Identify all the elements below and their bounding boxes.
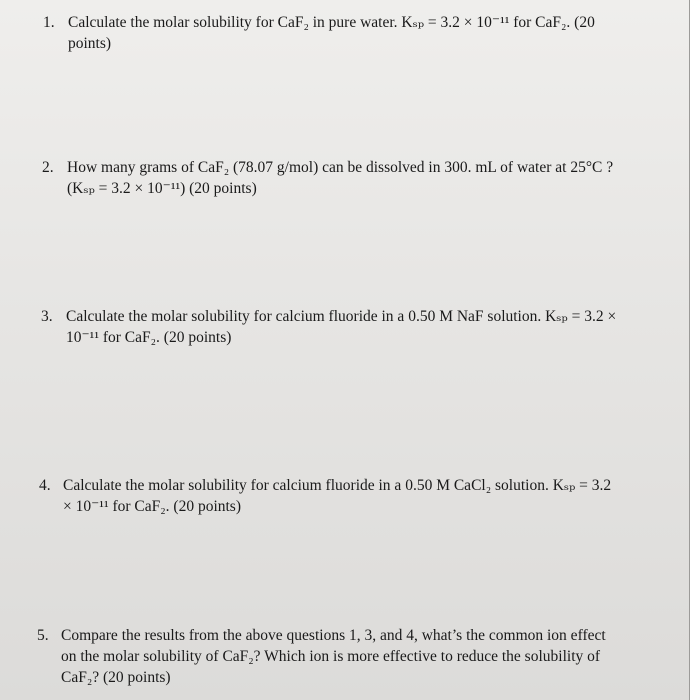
question-4 (39, 475, 667, 517)
question-text-line: How many grams of CaF₂ (78.07 g/mol) can be dissolved in 300. mL of water at 25°C ? (67, 159, 614, 176)
question-text-line: Compare the results from the above questions 1, 3, and 4, what’s the common ion effect (61, 627, 606, 644)
question-text-line: (Kₛₚ = 3.2 × 10⁻¹¹) (20 points) (67, 180, 257, 197)
question-text-line: CaF₂? (20 points) (61, 669, 171, 686)
question-number: 3. (41, 308, 53, 325)
question-text-line: × 10⁻¹¹ for CaF₂. (20 points) (63, 498, 242, 515)
question-text-line: Calculate the molar solubility for calcium fluoride in a 0.50 M NaF solution. Kₛₚ = 3.2 × (66, 308, 617, 325)
question-text-line: Calculate the molar solubility for CaF₂ in pure water. Kₛₚ = 3.2 × 10⁻¹¹ for CaF₂. (20 (68, 14, 595, 31)
question-1 (43, 12, 643, 54)
question-text-line: 10⁻¹¹ for CaF₂. (20 points) (66, 329, 232, 346)
question-2 (42, 157, 662, 199)
question-text-line: on the molar solubility of CaF₂? Which ion is more effective to reduce the solubility of (61, 648, 601, 665)
question-number: 2. (42, 159, 54, 176)
question-number: 1. (43, 14, 55, 31)
question-3 (41, 306, 666, 348)
question-5 (37, 625, 677, 688)
question-number: 5. (37, 627, 49, 644)
question-text-line: points) (68, 35, 112, 52)
question-text-line: Calculate the molar solubility for calcium fluoride in a 0.50 M CaCl₂ solution. Kₛₚ = 3.2 (63, 477, 612, 494)
question-number: 4. (39, 477, 51, 494)
